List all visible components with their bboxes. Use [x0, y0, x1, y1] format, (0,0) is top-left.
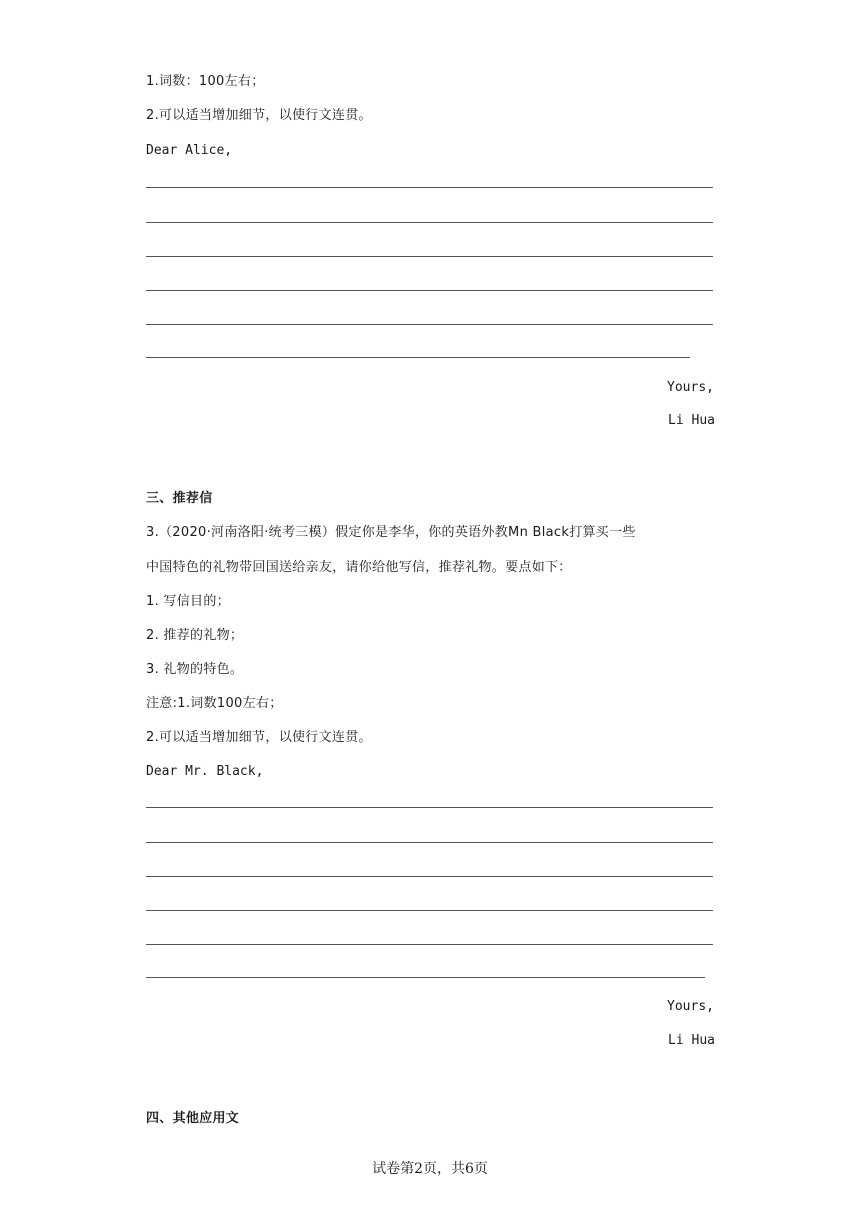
writing-note-2: 2.可以适当增加细节，以使行文连贯。 — [146, 730, 372, 745]
question-text-line2: 中国特色的礼物带回国送给亲友，请你给他写信，推荐礼物。要点如下： — [146, 560, 572, 575]
answer-line[interactable] — [146, 876, 713, 877]
answer-line[interactable] — [146, 910, 713, 911]
writing-note-1: 注意:1.词数100左右； — [146, 696, 283, 711]
writing-note-2: 2.可以适当增加细节，以使行文连贯。 — [146, 108, 372, 123]
answer-line[interactable] — [146, 357, 690, 358]
writing-note-1: 1.词数：100左右； — [146, 74, 265, 89]
page-footer: 试卷第2页，共6页 — [372, 1161, 488, 1177]
letter-greeting: Dear Mr. Black, — [146, 764, 264, 779]
answer-line[interactable] — [146, 807, 713, 808]
point-2: 2. 推荐的礼物； — [146, 628, 244, 643]
answer-line[interactable] — [146, 324, 713, 325]
question-text-line1: 3.（2020·河南洛阳·统考三模）假定你是李华，你的英语外教Mn Black打算买一些 — [146, 525, 636, 540]
answer-line[interactable] — [146, 944, 713, 945]
answer-line[interactable] — [146, 256, 713, 257]
point-1: 1. 写信目的； — [146, 594, 230, 609]
answer-line[interactable] — [146, 187, 713, 188]
answer-line[interactable] — [146, 290, 713, 291]
point-3: 3. 礼物的特色。 — [146, 662, 244, 677]
section-heading: 四、其他应用文 — [146, 1111, 240, 1126]
answer-line[interactable] — [146, 842, 713, 843]
letter-greeting: Dear Alice, — [146, 143, 233, 158]
answer-line[interactable] — [146, 222, 713, 223]
answer-line[interactable] — [146, 977, 705, 978]
letter-closing: Yours, — [667, 999, 714, 1014]
letter-signature: Li Hua — [668, 413, 715, 428]
section-heading: 三、推荐信 — [146, 491, 213, 506]
letter-closing: Yours, — [667, 380, 714, 395]
letter-signature: Li Hua — [668, 1033, 715, 1048]
